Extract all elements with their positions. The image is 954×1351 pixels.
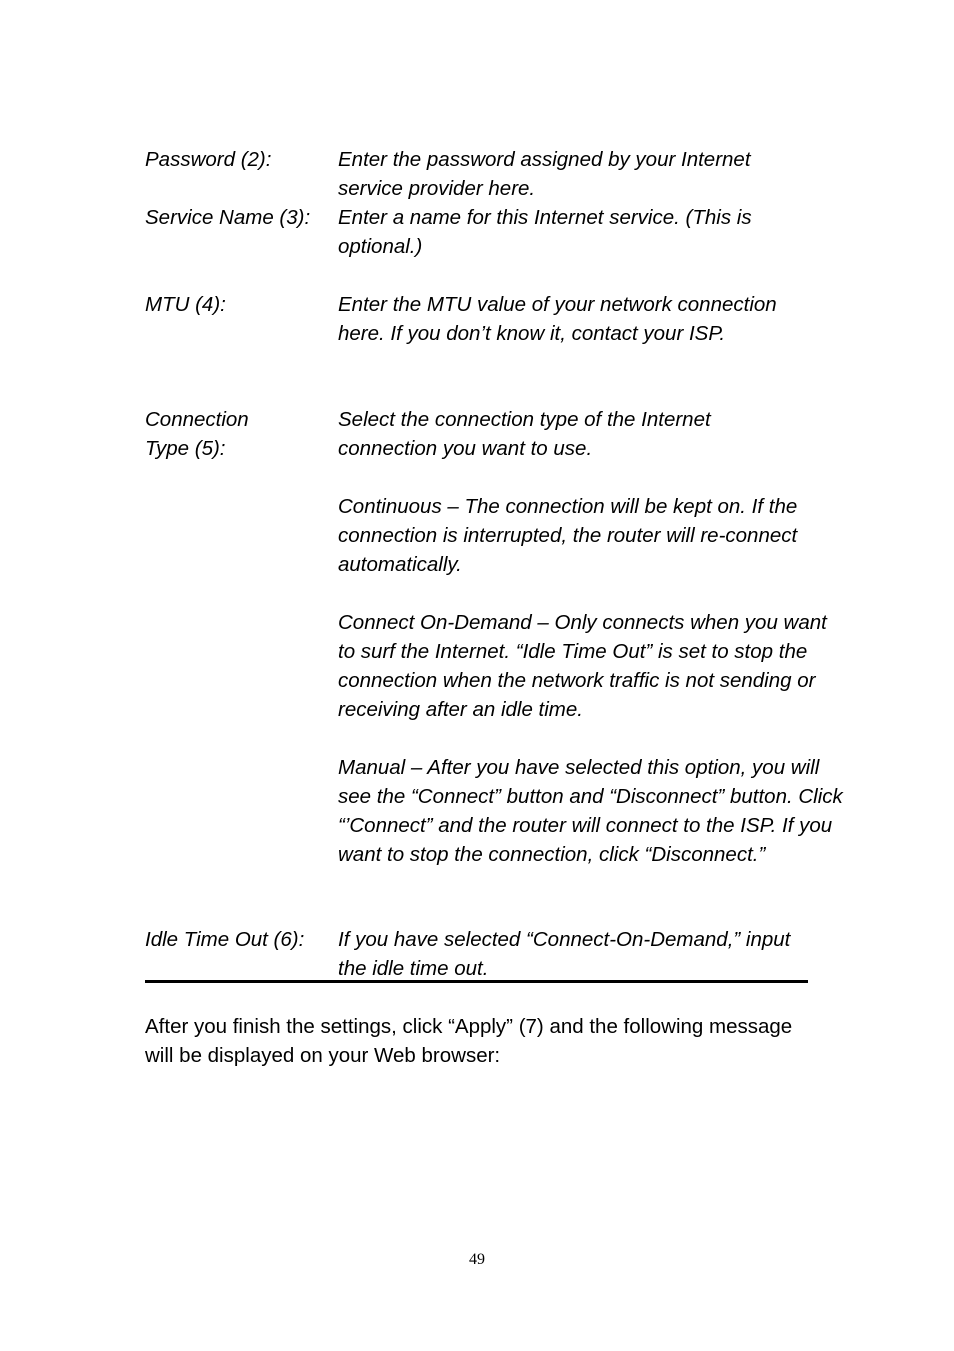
term-idle-time-out: Idle Time Out (6): bbox=[145, 928, 305, 951]
definition-connection-type-intro: Select the connection type of the Internet connection you want to use. bbox=[338, 408, 711, 460]
definition-idle-time-out: If you have selected “Connect-On-Demand,” input the idle time out. bbox=[338, 928, 791, 980]
page-number: 49 bbox=[469, 1251, 485, 1268]
definitions-password bbox=[338, 145, 848, 203]
body-paragraph: After you finish the settings, click “Apply” (7) and the following message will be displayed on your Web browser: bbox=[145, 1015, 793, 1067]
table-bottom-rule bbox=[145, 980, 808, 983]
definitions-connection-type bbox=[338, 405, 848, 869]
definition-connect-on-demand: Connect On-Demand – Only connects when you want to surf the Internet. “Idle Time Out” is set to stop the connection when the network traffic is not sending or receiving after an idle time. bbox=[338, 611, 827, 721]
term-connection-type: Connection Type (5): bbox=[145, 408, 249, 460]
definitions-idle-time-out bbox=[338, 925, 848, 983]
term-mtu: MTU (4): bbox=[145, 293, 226, 316]
definition-mtu: Enter the MTU value of your network connection here. If you don’t know it, contact your ISP. bbox=[338, 293, 777, 345]
definition-password: Enter the password assigned by your Internet service provider here. bbox=[338, 148, 751, 200]
definitions-mtu bbox=[338, 290, 848, 348]
definition-service-name: Enter a name for this Internet service. (This is optional.) bbox=[338, 206, 752, 258]
definition-manual: Manual – After you have selected this option, you will see the “Connect” button and “Disconnect” button. Click “’Connect” and the router will connect to the ISP. If you want to stop the connection, click “Disconnect.” bbox=[338, 756, 843, 866]
definitions-service-name bbox=[338, 203, 848, 261]
term-service-name: Service Name (3): bbox=[145, 206, 311, 229]
term-password: Password (2): bbox=[145, 148, 272, 171]
definition-continuous: Continuous – The connection will be kept on. If the connection is interrupted, the router will re-connect automatically. bbox=[338, 495, 798, 576]
